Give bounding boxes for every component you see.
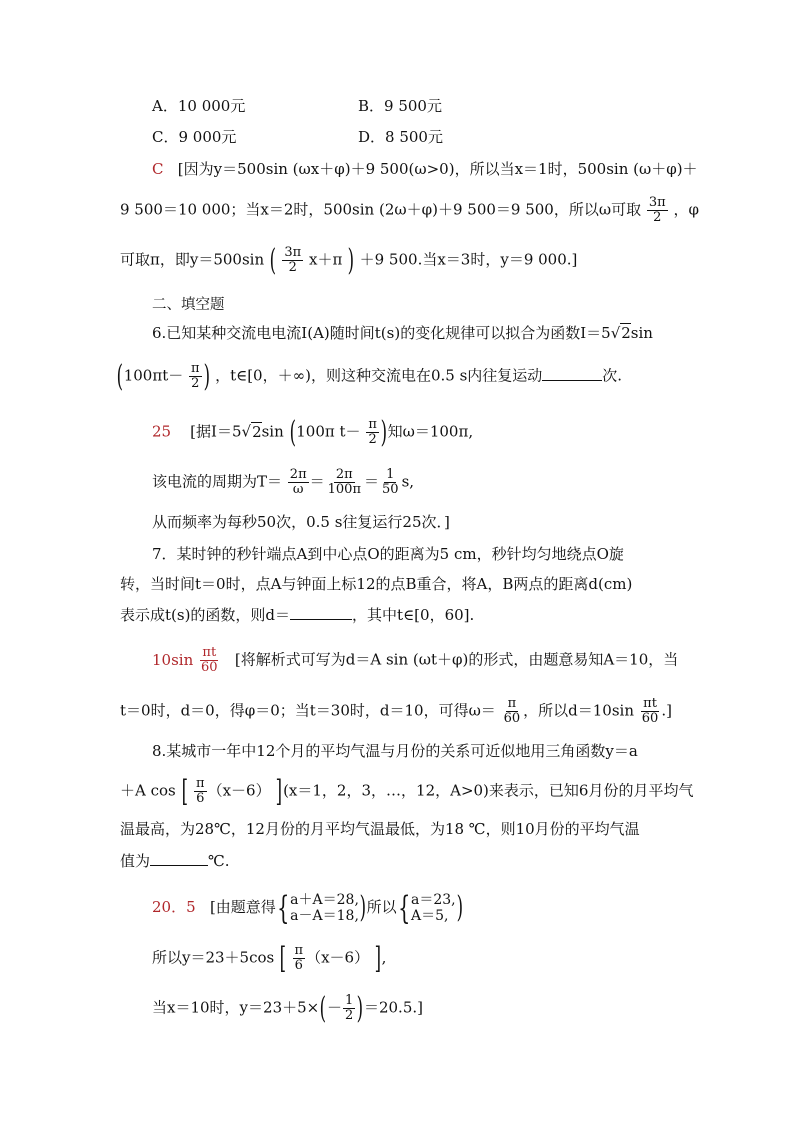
q7-text3b: ，其中t∈[0，60]. [352,606,475,624]
q8-exp-fraction-1-2 [343,994,355,1023]
q6-explanation-line1 [152,414,474,450]
q7-line3 [120,604,474,626]
q6-exp-text1d: 知ω＝100π, [387,422,474,441]
fraction-denominator: ω [292,482,304,497]
q8-line3: 温最高，为28℃，12月份的月平均气温最低，为18 ℃，则10月份的平均气温 [120,820,640,838]
fraction-denominator: 2 [191,376,200,391]
q7-line1: 7．某时钟的秒针端点A到中心点O的距离为5 cm，秒针均匀地绕点O旋 [152,545,624,563]
q8-text4b: ℃. [208,852,230,870]
q5-exp-text3b: x＋π [309,250,343,269]
q6-text2b: ，t∈[0，＋∞)，则这种交流电在0.5 s内往复运动 [215,366,543,385]
q6-fraction-1-50 [380,468,401,497]
q6-exp-fraction-pi-2 [366,418,379,447]
system-row: a＝23, [411,892,456,908]
left-brace-icon: { [276,889,290,927]
fraction-numerator: 1 [344,993,354,1008]
q8-explanation-line2 [152,940,387,976]
q8-exp-text3b: － [326,998,342,1017]
q6-answer: 25 [152,422,172,441]
q8-system-1 [290,892,359,924]
q5-option-a: A．10 000元 [152,97,246,115]
q5-explanation-line1 [152,158,698,180]
fraction-denominator: 6 [196,791,205,806]
q5-exp-text2b: ，φ [673,200,699,219]
q6-exp-text1b: sin [261,422,284,441]
q6-exp-text1c: 100π t－ [296,422,361,441]
q5-option-b: B．9 500元 [358,97,442,115]
q8-answer: 20．5 [152,898,196,916]
right-paren-icon: ) [380,414,387,450]
q7-explanation-line2 [120,697,672,726]
right-bracket-icon: ] [374,940,381,976]
q5-explanation-line2 [120,196,699,225]
q6-exp-text1a: [据I＝5 [190,422,242,441]
q7-exp-text2a: t＝0时，d＝0，得φ＝0；当t＝30时，d＝10，可得ω＝ [120,701,496,720]
fraction-numerator: π [368,417,377,432]
q8-line4 [120,850,230,872]
right-bracket-icon: ] [275,773,283,809]
q8-text4a: 值为 [120,852,151,870]
sqrt-radicand: 2 [252,422,262,441]
q8-exp-text2b: （x－6） [306,948,370,967]
left-paren-icon: ( [116,358,124,394]
q5-explanation-line3 [120,242,578,278]
q7-line2: 转，当时间t＝0时，点A与钟面上标12的点B重合，将A，B两点的距离d(cm) [120,575,633,593]
q6-exp-text2b: s, [401,472,415,491]
right-paren-icon: ) [356,990,364,1026]
q5-answer: C [152,160,164,178]
q7-exp-text2b: ，所以d＝10sin [523,701,634,720]
left-brace-icon: { [397,889,410,927]
left-paren-icon: ( [289,414,296,450]
q6-text1a: 6.已知某种交流电电流I(A)随时间t(s)的变化规律可以拟合为函数I＝5 [152,324,611,342]
sqrt-radicand: 2 [621,324,631,342]
fraction-denominator: 60 [201,660,218,675]
q8-explanation-line3 [152,990,423,1026]
q8-system-2 [411,892,456,924]
q6-exp-text2a: 该电流的周期为T＝ [152,472,283,491]
q5-exp-text1: [因为y＝500sin (ωx＋φ)＋9 500(ω>0)，所以当x＝1时，500sin (ω＋φ)＋ [177,160,698,178]
q8-answer-blank[interactable] [150,851,208,866]
fraction-numerator: 2π [289,467,307,482]
fraction-denominator: 100π [327,482,361,497]
q6-fraction-2pi-100pi [326,468,363,497]
q8-exp-text2c: , [381,948,387,967]
fraction-denominator: 60 [503,711,521,726]
q8-exp-text3c: ＝20.5.] [363,998,423,1017]
q8-fraction-pi-6 [194,777,207,806]
q7-answer-sin: 10sin [152,650,194,669]
q7-exp-text1: [将解析式可写为d＝A sin (ωt＋φ)的形式，由题意易知A＝10，当 [234,650,679,669]
q5-exp-text3a: 可取π，即y＝500sin [120,250,265,269]
q6-text1b: sin [630,324,653,342]
q7-fraction-pit-60 [640,697,661,726]
q8-exp-text2a: 所以y＝23＋5cos [152,948,275,967]
q8-explanation-line1 [152,889,463,927]
q6-explanation-line2: 该电流的周期为T＝ $\frac{2\pi}{\omega}$ ＝ $\frac{2\pi}{100\pi}$ ＝ $\frac{1}{50}$ s, [152,467,415,497]
system-row: a＋A＝28, [290,892,359,908]
right-paren-icon: ) [347,242,355,278]
q6-answer-blank[interactable] [542,366,602,381]
fraction-numerator: 1 [386,467,395,482]
q5-option-c: C．9 000元 [152,128,237,146]
fraction-numerator: π [507,696,517,711]
q7-answer [152,645,225,675]
q8-exp-text1b: 所以 [366,898,397,916]
left-bracket-icon: [ [181,773,188,809]
fraction-denominator: 2 [288,260,297,275]
q6-text2a: 100πt－ [123,366,184,385]
right-paren-icon: ) [203,358,210,394]
q7-text3a: 表示成t(s)的函数，则d＝ [120,606,291,624]
q6-explanation-line3: 从而频率为每秒50次，0.5 s往复运行25次．] [152,513,450,531]
section-title: 二、填空题 [152,297,225,313]
fraction-denominator: 50 [382,482,399,497]
q7-answer-fraction [199,646,220,675]
fraction-numerator: πt [202,645,217,660]
fraction-denominator: 60 [641,711,659,726]
q7-fraction-pi-60 [502,697,523,726]
system-row: A＝5, [411,908,449,924]
q8-text2c: (x＝1，2，3，…，12，A>0)来表示，已知6月份的月平均气 [283,781,694,800]
q7-exp-text2c: .] [661,701,672,720]
q7-answer-blank[interactable] [290,605,352,620]
right-paren-icon: ) [359,890,366,925]
q5-fraction-3pi-2b [282,246,303,275]
q6-line2 [116,358,623,394]
fraction-denominator: 2 [653,210,662,225]
sqrt-icon: √2 [610,324,631,342]
left-paren-icon: ( [319,990,327,1026]
q7-explanation-line1 [152,646,678,675]
fraction-numerator: πt [643,696,657,711]
q5-fraction-3pi-2 [647,196,668,225]
q5-option-d: D．8 500元 [358,128,443,146]
fraction-denominator: 2 [344,1008,354,1023]
q5-exp-text2a: 9 500＝10 000；当x＝2时，500sin (2ω＋φ)＋9 500＝9 500，所以ω可取 [120,200,642,219]
q8-exp-text3a: 当x＝10时，y＝23＋5× [152,998,320,1017]
fraction-denominator: 2 [368,432,377,447]
fraction-numerator: 2π [335,467,353,482]
fraction-numerator: π [294,943,304,958]
fraction-numerator: 3π [284,245,302,260]
right-paren-icon: ) [456,890,463,925]
system-row: a－A＝18, [290,908,359,924]
q6-fraction-2pi-omega [288,468,309,497]
q8-line2 [120,773,694,809]
q6-line1 [152,322,653,344]
fraction-numerator: π [191,361,200,376]
q8-exp-text1a: [由题意得 [209,898,276,916]
q6-text2c: 次. [602,366,623,385]
q8-line1: 8.某城市一年中12个月的平均气温与月份的关系可近似地用三角函数y＝a [152,742,638,760]
fraction-numerator: 3π [648,195,666,210]
q5-exp-text3c: ＋9 500.当x＝3时，y＝9 000.] [359,250,578,269]
q8-exp-fraction-pi-6 [293,944,306,973]
fraction-denominator: 6 [294,958,303,973]
q6-fraction-pi-2 [189,362,202,391]
left-bracket-icon: [ [279,940,287,976]
fraction-numerator: π [196,776,205,791]
q8-text2b: （x－6） [207,781,271,800]
q8-text2a: ＋A cos [120,781,176,800]
sqrt-icon: √2 [241,422,262,441]
left-paren-icon: ( [269,242,276,278]
